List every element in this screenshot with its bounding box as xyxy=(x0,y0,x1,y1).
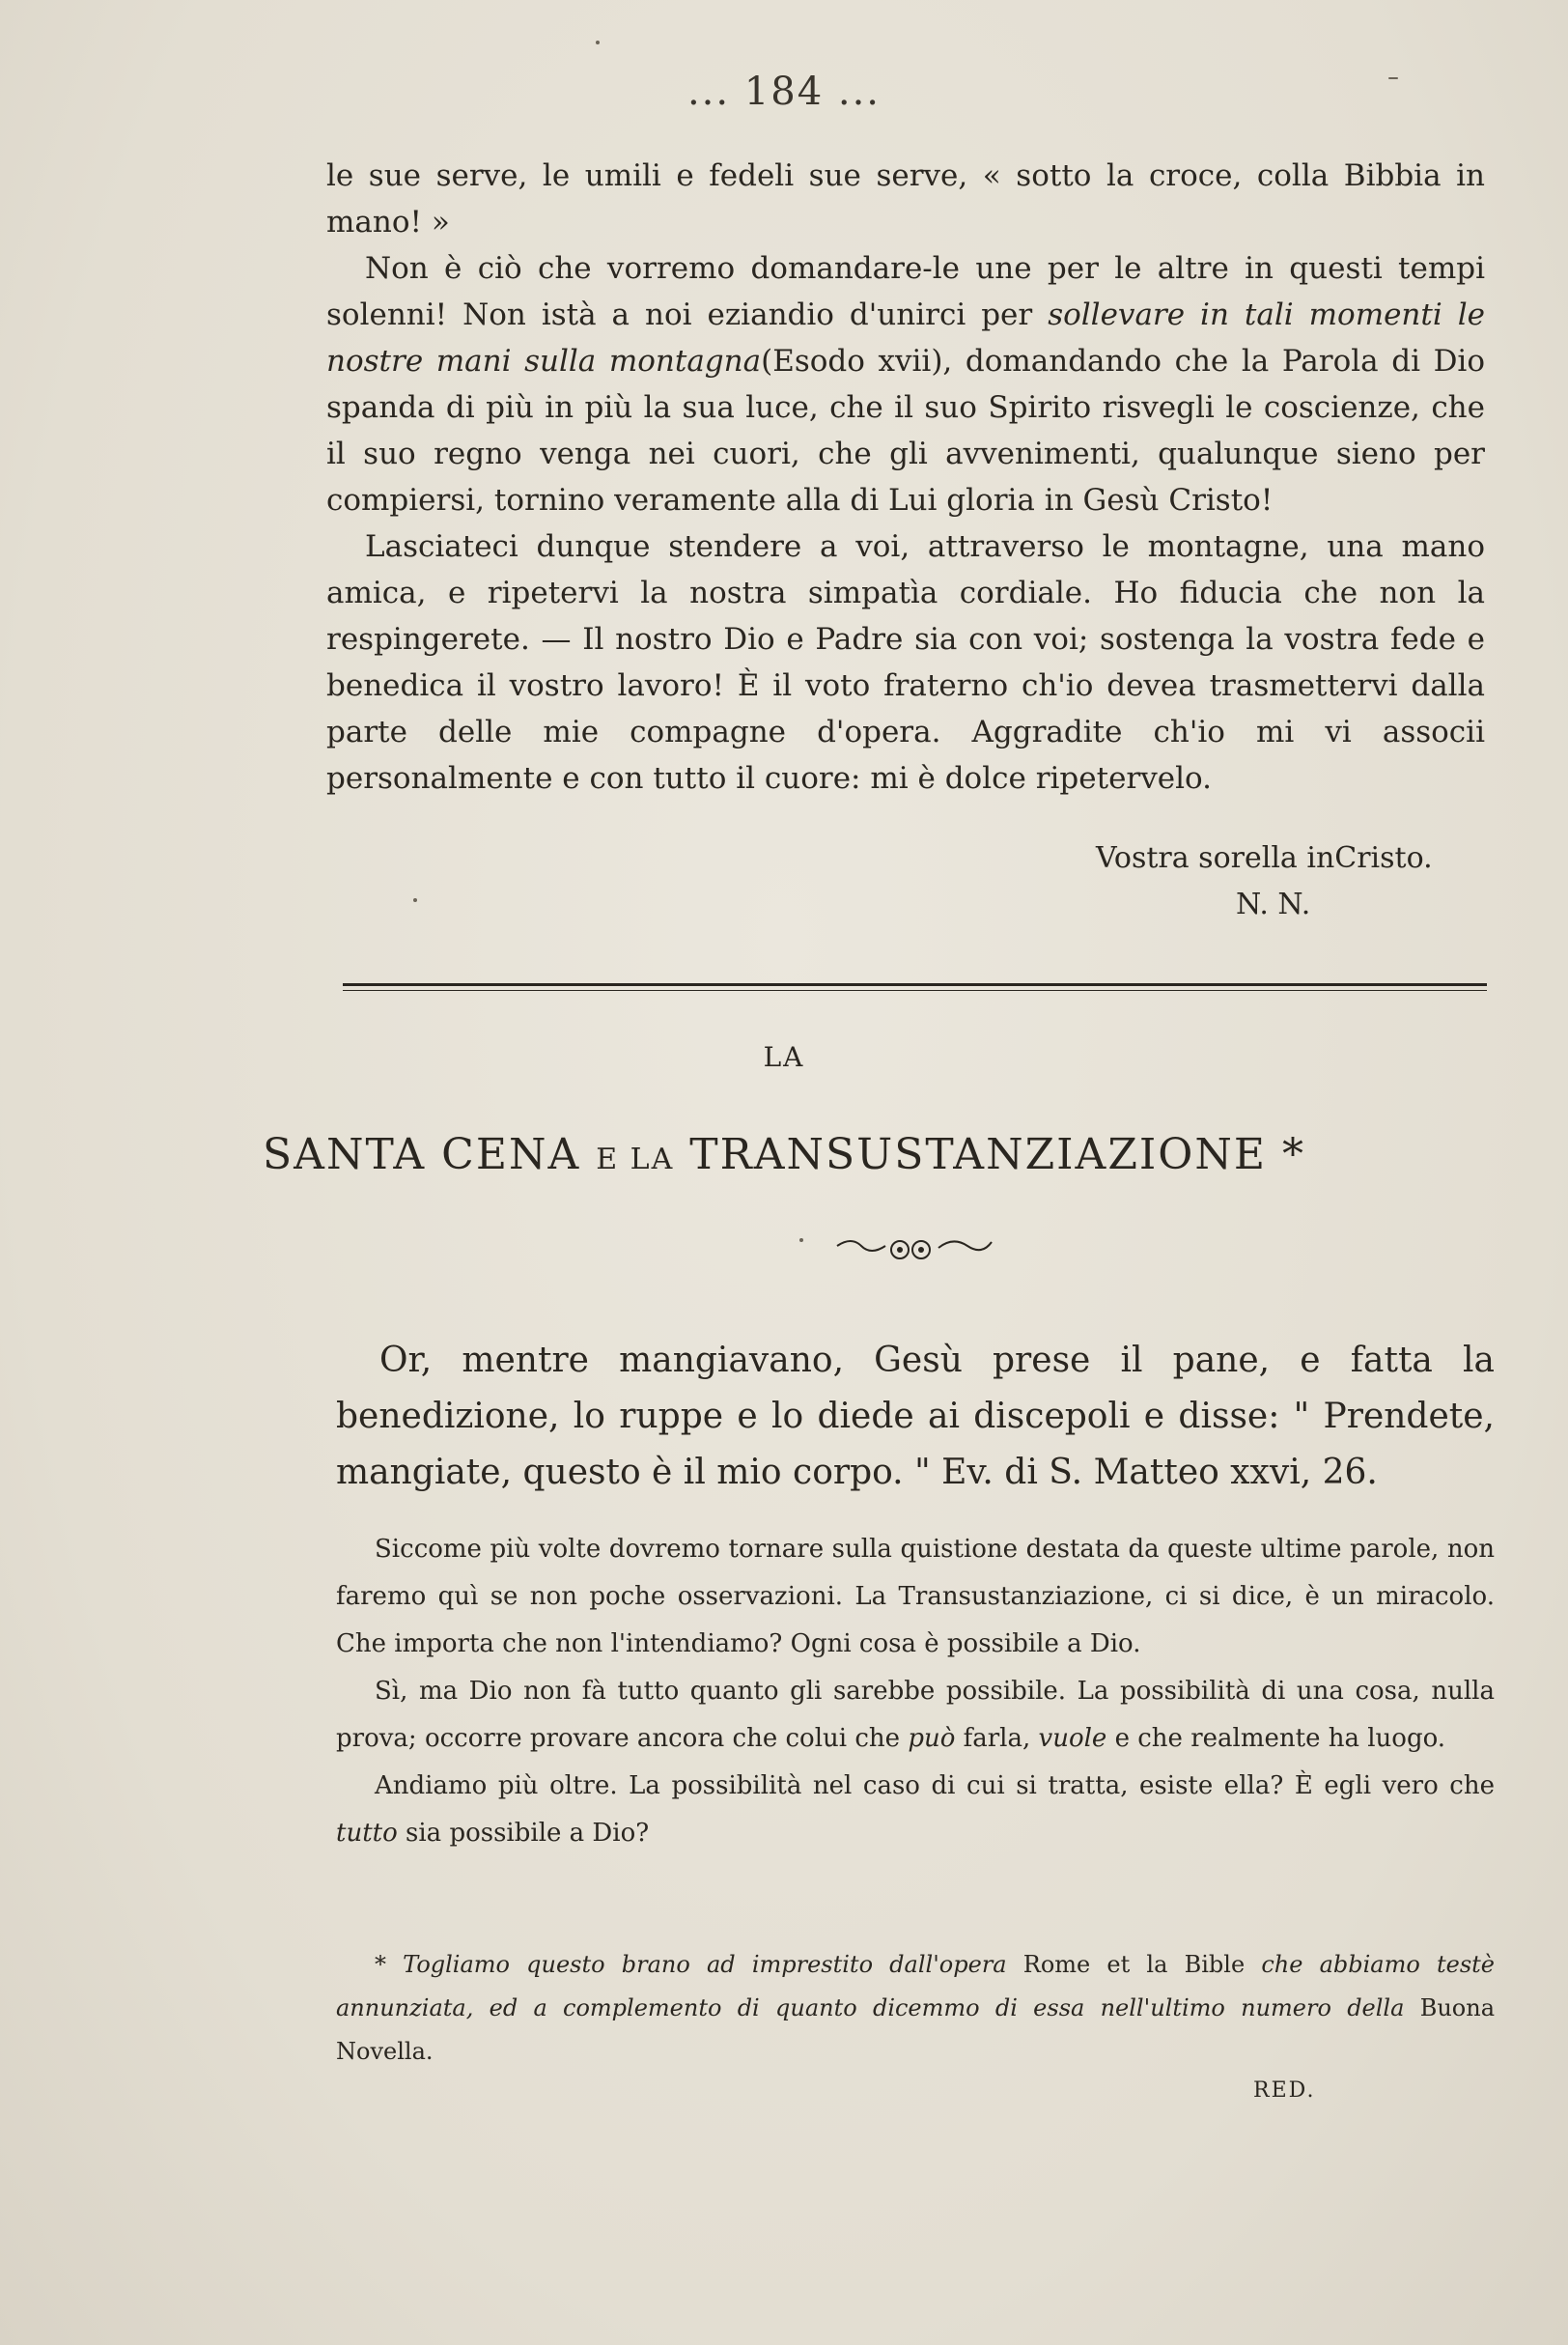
article-pre-title: LA xyxy=(763,1041,805,1073)
ornament-flourish-icon xyxy=(832,1229,996,1267)
paper-speck xyxy=(799,1238,803,1242)
article-paragraph-1: Siccome più volte dovremo tornare sulla quistione destata da queste ultime parole, non faremo quì se non poche osservazioni. La Transustanziazione, ci si dice, è un miracolo. Che importa che non l'intendiamo? Ogni cosa è possibile a Dio. xyxy=(336,1535,1495,1658)
closing-line: Vostra sorella inCristo. xyxy=(1096,841,1433,875)
letter-paragraph-3: Lasciateci dunque stendere a voi, attraverso le montagne, una mano amica, e ripetervi la nostra simpatìa cordiale. Ho fiducia che non la respingerete. — Il nostro Dio e Padre sia con voi; sostenga la vostra fede e benedica il vostro lavoro! È il voto fraterno ch'io devea trasmettervi dalla parte delle mie compagne d'opera. Aggradite ch'io mi vi associi personalmente e con tutto il cuore: mi è dolce ripetervelo. xyxy=(326,529,1485,796)
paper-speck xyxy=(596,41,600,44)
page-header: ... 184 ... xyxy=(686,70,882,114)
paper-speck xyxy=(1388,77,1398,79)
article-title: SANTA CENA E LA TRANSUSTANZIAZIONE * xyxy=(263,1130,1305,1179)
footnote-mark: * xyxy=(375,1951,386,1978)
signature-block xyxy=(966,835,1433,928)
article-paragraph-3: Andiamo più oltre. La possibilità nel caso di cui si tratta, esiste ella? È egli vero che tutto sia possibile a Dio? xyxy=(336,1771,1495,1848)
footnote: * Togliamo questo brano ad imprestito dall'opera Rome et la Bible che abbiamo testè annunziata, ed a complemento di quanto dicemmo di essa nell'ultimo numero della Buona Novella. xyxy=(336,1951,1495,2065)
paper-speck xyxy=(413,898,417,902)
divider-rule-thin xyxy=(343,990,1487,991)
article-paragraph-2: Sì, ma Dio non fà tutto quanto gli sarebbe possibile. La possibilità di una cosa, nulla prova; occorre provare ancora che colui che può farla, vuole e che realmente ha luogo. xyxy=(336,1677,1495,1753)
editor-signoff: RED. xyxy=(1253,2078,1316,2103)
letter-paragraph-1: le sue serve, le umili e fedeli sue serve, « sotto la croce, colla Bibbia in mano! » xyxy=(326,158,1485,240)
article-body xyxy=(336,1526,1495,1857)
scripture-quote: Or, mentre mangiavano, Gesù prese il pane, e fatta la benedizione, lo ruppe e lo diede ai discepoli e disse: " Prendete, mangiate, questo è il mio corpo. " Ev. di S. Matteo xxvi, 26. xyxy=(336,1341,1495,1492)
divider-rule-thick xyxy=(343,983,1487,986)
letter-text xyxy=(326,153,1485,802)
letter-paragraph-2: Non è ciò che vorremo domandare-le une per le altre in questi tempi solenni! Non istà a noi eziandio d'unirci per sollevare in tali momenti le nostre mani sulla montagna(Esodo xvii), domandando che la Parola di Dio spanda di più in più la sua luce, che il suo Spirito risvegli le coscienze, che il suo regno venga nei cuori, che gli avvenimenti, qualunque sieno per compiersi, tornino veramente alla di Lui gloria in Gesù Cristo! xyxy=(326,251,1485,518)
signature-initials: N. N. xyxy=(1236,888,1311,921)
